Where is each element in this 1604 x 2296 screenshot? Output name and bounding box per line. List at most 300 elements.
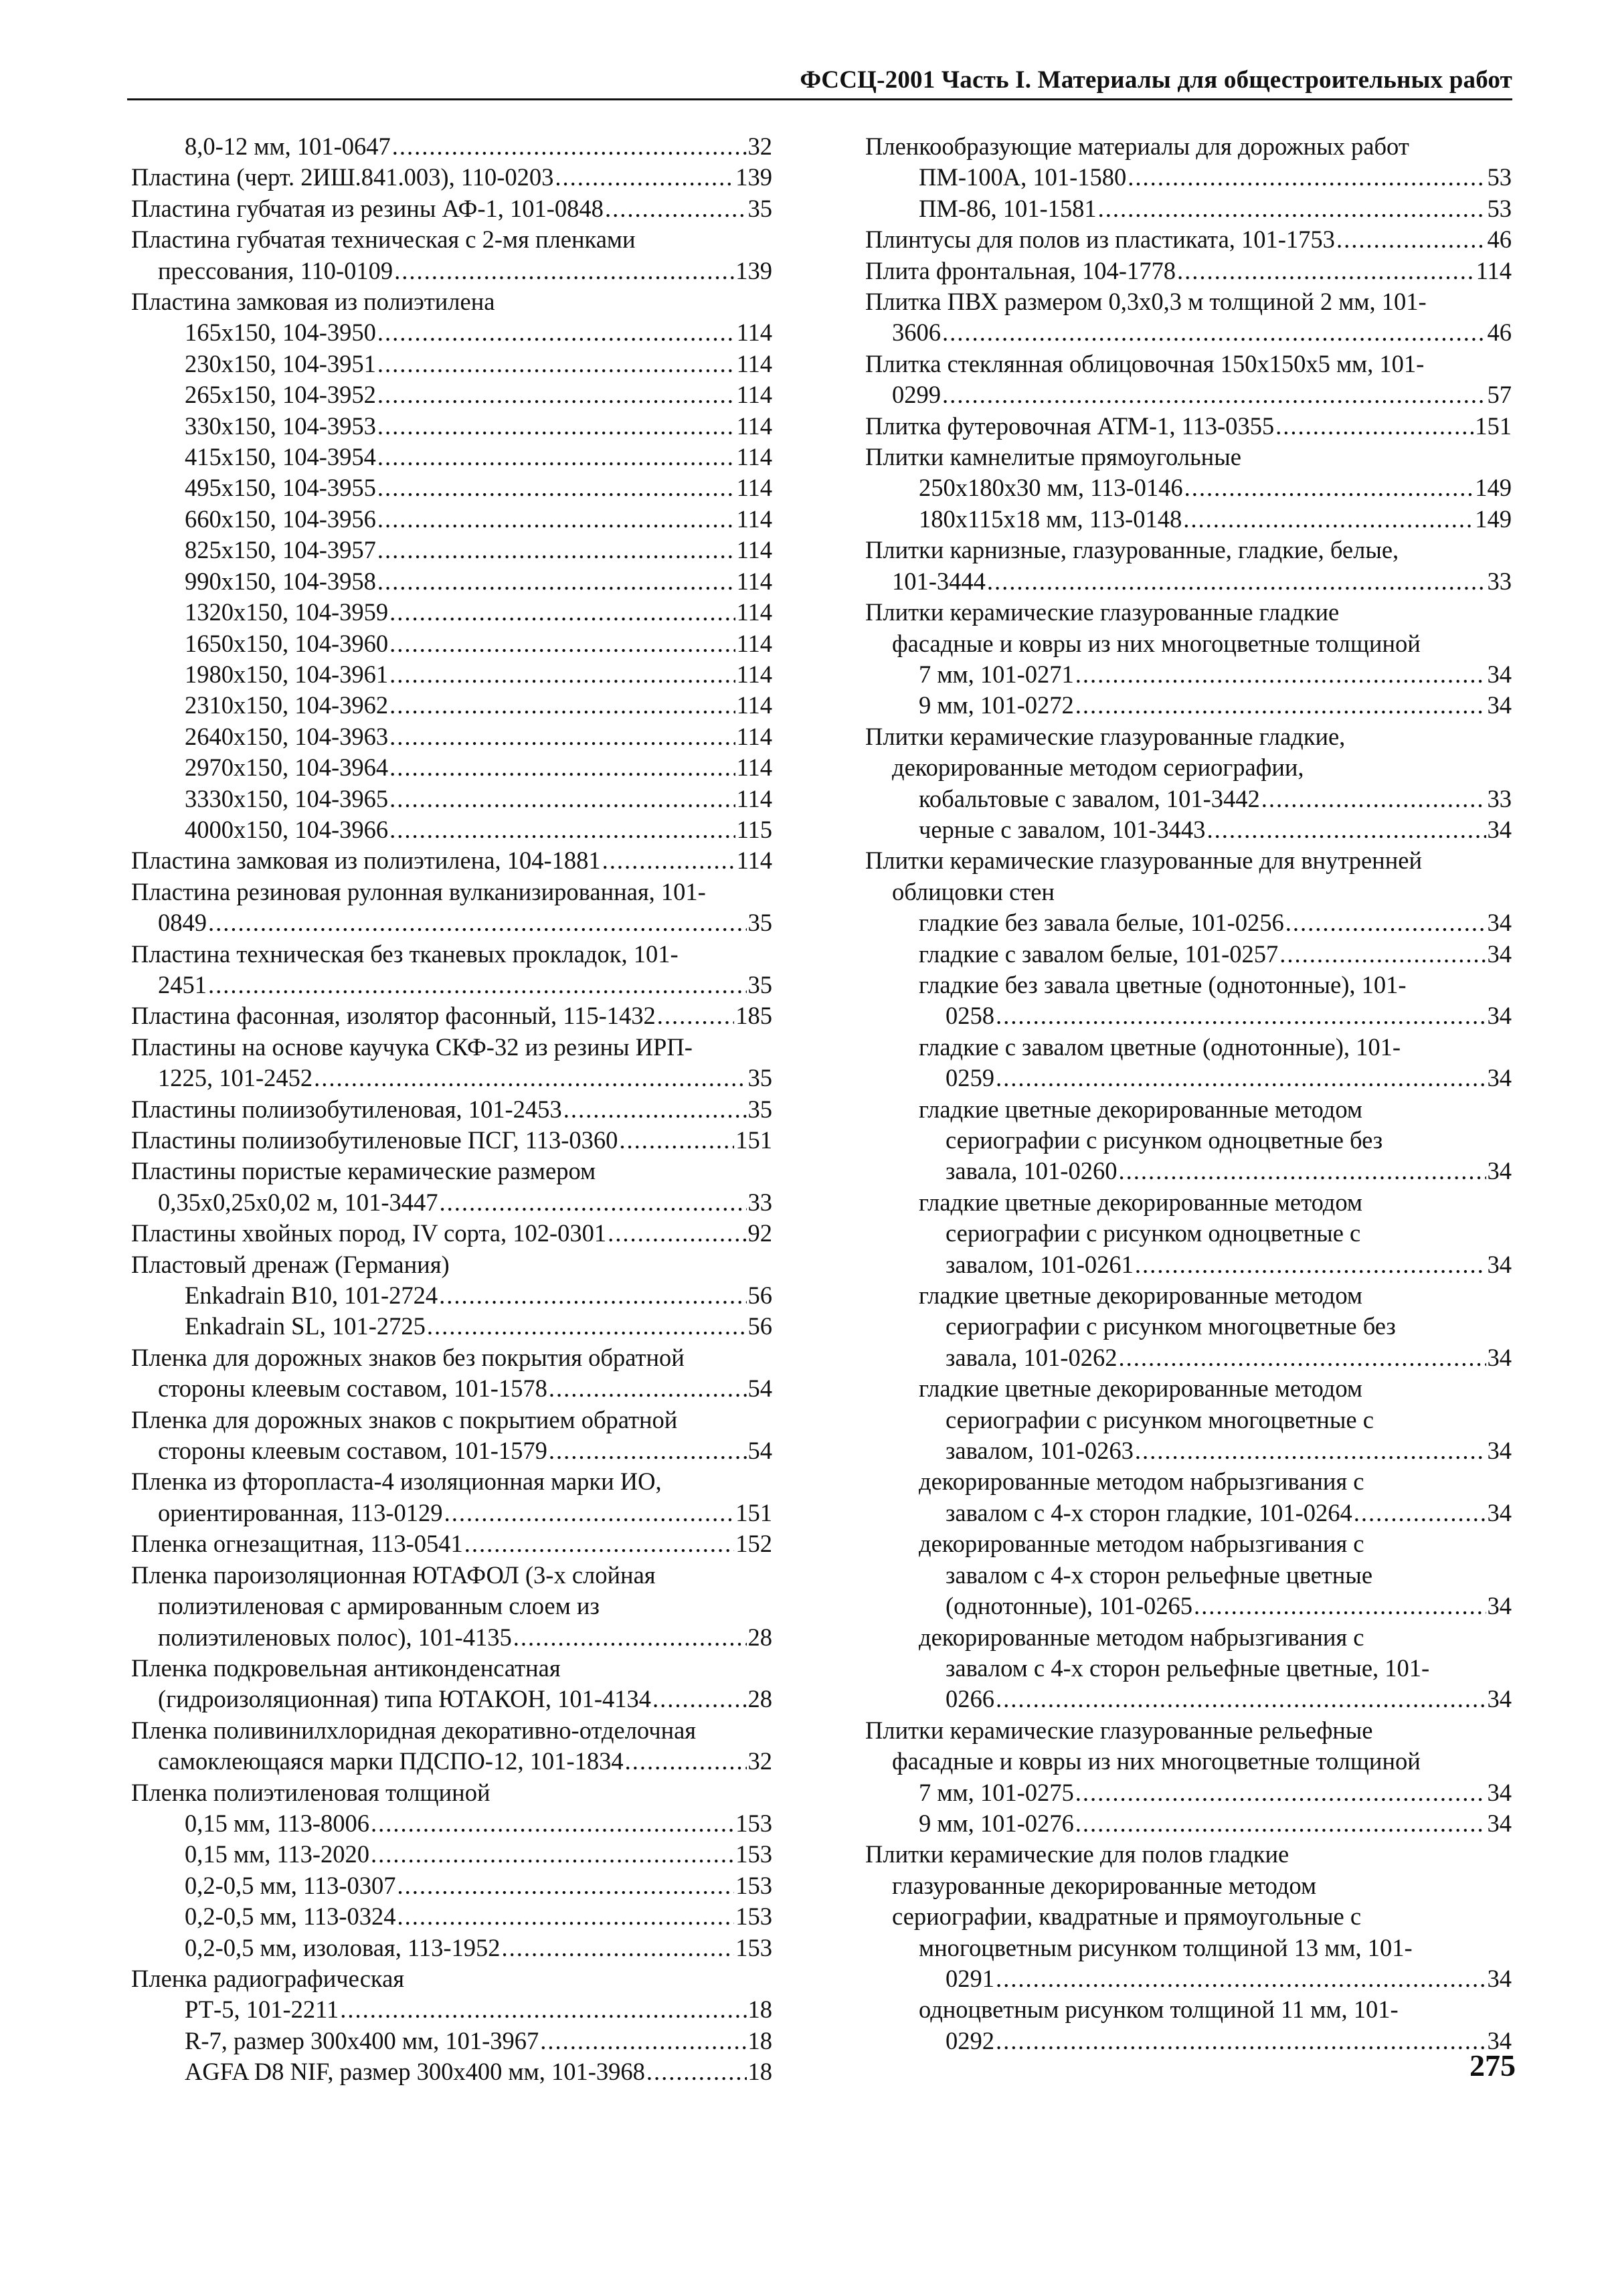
entry-heading: Плитки камнелитые прямоугольные xyxy=(865,443,1241,471)
index-entry xyxy=(131,784,772,814)
index-entry xyxy=(865,721,1512,784)
entry-text-line: Плитка ПВХ размером 0,3x0,3 м толщиной 2 мм, 101- xyxy=(865,288,1427,316)
entry-text-line: декорированные методом сериографии, xyxy=(892,754,1304,782)
entry-text-line: 180x115x18 мм, 113-0148 xyxy=(919,505,1182,533)
entry-page-ref: 54 xyxy=(747,1375,772,1403)
entry-page-ref: 18 xyxy=(747,2026,772,2054)
entry-page-ref: 114 xyxy=(736,660,772,688)
index-entry xyxy=(865,970,1512,1032)
index-entry xyxy=(131,349,772,379)
entry-text-line: Enkadrain B10, 101-2724 xyxy=(185,1282,438,1310)
index-entry xyxy=(131,2056,772,2087)
dot-leader xyxy=(1118,1156,1486,1186)
entry-text-line: Пластины на основе каучука СКФ-32 из резины ИРП- xyxy=(131,1033,693,1061)
entry-text-line: 7 мм, 101-0271 xyxy=(919,660,1074,688)
dot-leader xyxy=(389,628,735,659)
entry-page-ref: 18 xyxy=(747,1996,772,2024)
entry-page-ref: 114 xyxy=(736,691,772,719)
entry-text-line: Пленка для дорожных знаков без покрытия обратной xyxy=(131,1343,685,1371)
index-entry xyxy=(131,442,772,472)
index-entry xyxy=(865,597,1512,659)
entry-text-line: 0,15 мм, 113-2020 xyxy=(185,1840,369,1868)
entry-text-line: Пластина замковая из полиэтилена, 104-1881 xyxy=(131,847,601,875)
dot-leader xyxy=(1194,1591,1486,1621)
entry-text-line: глазурованные декорированные методом xyxy=(892,1871,1317,1899)
entry-text-line: РТ-5, 101-2211 xyxy=(185,1996,339,2024)
dot-leader xyxy=(377,349,735,379)
entry-text-line: 2640x150, 104-3963 xyxy=(185,722,389,750)
index-entry xyxy=(131,721,772,752)
dot-leader xyxy=(1207,814,1486,845)
entry-text-line: Плитки керамические глазурованные рельефные xyxy=(865,1716,1373,1744)
index-entry xyxy=(865,1622,1512,1715)
entry-page-ref: 114 xyxy=(736,349,772,377)
index-entry xyxy=(131,1933,772,1963)
entry-page-ref: 114 xyxy=(736,722,772,750)
entry-text-line: гладкие без завала белые, 101-0256 xyxy=(919,909,1284,937)
index-entry xyxy=(131,224,772,286)
entry-page-ref: 34 xyxy=(1487,1809,1512,1837)
entry-page-ref: 18 xyxy=(747,2058,772,2086)
entry-text-line: 0,15 мм, 113-8006 xyxy=(185,1809,369,1837)
entry-text-line: декорированные методом набрызгивания с xyxy=(919,1468,1364,1496)
dot-leader xyxy=(1128,162,1486,193)
index-entry xyxy=(131,1000,772,1031)
entry-heading: Пленкообразующие материалы для дорожных работ xyxy=(865,133,1409,160)
index-entry xyxy=(131,877,772,939)
index-entry xyxy=(865,1777,1512,1808)
entry-text-line: облицовки стен xyxy=(892,877,1055,905)
entry-page-ref: 34 xyxy=(1487,1250,1512,1278)
entry-page-ref: 114 xyxy=(736,754,772,782)
entry-page-ref: 34 xyxy=(1487,660,1512,688)
entry-text-line: завалом с 4-х сторон рельефные цветные, 101- xyxy=(946,1654,1430,1682)
dot-leader xyxy=(608,1218,746,1249)
entry-page-ref: 46 xyxy=(1487,319,1512,347)
entry-text-line: ПМ-86, 101-1581 xyxy=(919,194,1097,222)
entry-text-line: 7 мм, 101-0275 xyxy=(919,1778,1074,1806)
entry-text-line: Пластина губчатая техническая с 2-мя пленками xyxy=(131,226,636,254)
entry-text-line: 2310x150, 104-3962 xyxy=(185,691,389,719)
entry-text-line: гладкие цветные декорированные методом xyxy=(919,1188,1363,1216)
index-entry xyxy=(865,690,1512,721)
dot-leader xyxy=(377,411,735,442)
dot-leader xyxy=(1354,1498,1486,1528)
entry-text-line: 330x150, 104-3953 xyxy=(185,412,376,440)
entry-page-ref: 153 xyxy=(735,1840,772,1868)
index-entry xyxy=(865,1373,1512,1466)
index-entry xyxy=(131,1466,772,1528)
entry-text-line: завалом с 4-х сторон гладкие, 101-0264 xyxy=(946,1498,1352,1526)
index-entry xyxy=(131,1249,772,1280)
index-entry xyxy=(131,193,772,224)
dot-leader xyxy=(377,504,735,535)
entry-text-line: Пленка для дорожных знаков с покрытием обратной xyxy=(131,1405,678,1433)
dot-leader xyxy=(439,1280,746,1311)
entry-text-line: 0266 xyxy=(946,1685,994,1713)
entry-text-line: 9 мм, 101-0276 xyxy=(919,1809,1074,1837)
index-entry xyxy=(865,1994,1512,2056)
entry-text-line: 0299 xyxy=(892,381,941,409)
entry-text-line: (однотонные), 101-0265 xyxy=(946,1592,1193,1620)
entry-text-line: 230x150, 104-3951 xyxy=(185,349,376,377)
index-entry xyxy=(865,814,1512,845)
entry-page-ref: 33 xyxy=(1487,567,1512,595)
entry-page-ref: 34 xyxy=(1487,940,1512,968)
index-entry xyxy=(131,535,772,565)
entry-page-ref: 114 xyxy=(736,319,772,347)
entry-text-line: Плитки карнизные, глазурованные, гладкие, белые, xyxy=(865,536,1399,564)
index-entry xyxy=(131,504,772,535)
entry-text-line: Пластины пористые керамические размером xyxy=(131,1157,596,1185)
entry-page-ref: 153 xyxy=(735,1809,772,1837)
dot-leader xyxy=(549,1373,747,1404)
entry-text-line: Плитка футеровочная АТМ-1, 113-0355 xyxy=(865,412,1275,440)
entry-text-line: 0258 xyxy=(946,1002,994,1030)
index-entry xyxy=(131,690,772,721)
entry-page-ref: 153 xyxy=(735,1933,772,1961)
entry-text-line: 0,2-0,5 мм, 113-0307 xyxy=(185,1871,396,1899)
dot-leader xyxy=(389,690,735,721)
entry-text-line: 1225, 101-2452 xyxy=(158,1064,313,1092)
dot-leader xyxy=(646,2056,747,2087)
index-entry xyxy=(865,535,1512,597)
dot-leader xyxy=(1135,1435,1486,1466)
entry-page-ref: 114 xyxy=(736,536,772,564)
entry-page-ref: 151 xyxy=(735,1498,772,1526)
entry-text-line: 165x150, 104-3950 xyxy=(185,319,376,347)
dot-leader xyxy=(208,907,747,938)
entry-text-line: Пластина фасонная, изолятор фасонный, 115-1432 xyxy=(131,1002,656,1030)
index-entry xyxy=(131,1094,772,1125)
index-entry xyxy=(131,597,772,628)
index-entry xyxy=(131,1994,772,2025)
dot-leader xyxy=(464,1528,735,1559)
dot-leader xyxy=(987,566,1486,597)
entry-text-line: Пленка пароизоляционная ЮТАФОЛ (3-х слойная xyxy=(131,1561,656,1589)
entry-page-ref: 53 xyxy=(1487,163,1512,191)
entry-text-line: черные с завалом, 101-3443 xyxy=(919,815,1206,843)
dot-leader xyxy=(440,1187,747,1218)
entry-page-ref: 114 xyxy=(736,474,772,502)
entry-text-line: 265x150, 104-3952 xyxy=(185,381,376,409)
dot-leader xyxy=(377,379,735,410)
entry-page-ref: 114 xyxy=(736,381,772,409)
index-entry xyxy=(865,349,1512,411)
entry-page-ref: 33 xyxy=(1487,784,1512,812)
entry-heading: Пластовый дренаж (Германия) xyxy=(131,1250,450,1278)
entry-text-line: Плитки керамические глазурованные для внутренней xyxy=(865,847,1422,875)
entry-text-line: 415x150, 104-3954 xyxy=(185,443,376,471)
index-entry xyxy=(131,1963,772,1994)
dot-leader xyxy=(1275,411,1474,442)
dot-leader xyxy=(1075,1777,1486,1808)
dot-leader xyxy=(392,131,747,162)
entry-page-ref: 34 xyxy=(1487,1157,1512,1185)
entry-page-ref: 35 xyxy=(747,970,772,998)
index-entry xyxy=(865,131,1512,162)
entry-text-line: 2451 xyxy=(158,970,207,998)
dot-leader xyxy=(652,1684,747,1714)
entry-text-line: 1650x150, 104-3960 xyxy=(185,629,389,657)
index-entry xyxy=(131,472,772,503)
dot-leader xyxy=(377,442,735,472)
entry-text-line: Плинтусы для полов из пластиката, 101-1753 xyxy=(865,226,1335,254)
entry-text-line: гладкие цветные декорированные методом xyxy=(919,1095,1363,1123)
index-entry xyxy=(131,1560,772,1653)
index-entry xyxy=(131,628,772,659)
index-entry xyxy=(131,1342,772,1405)
dot-leader xyxy=(540,2026,746,2056)
entry-text-line: Плитка стеклянная облицовочная 150x150x5 мм, 101- xyxy=(865,349,1425,377)
entry-text-line: 0,2-0,5 мм, изоловая, 113-1952 xyxy=(185,1933,501,1961)
index-entry xyxy=(865,1528,1512,1621)
index-entry xyxy=(131,2026,772,2056)
entry-page-ref: 56 xyxy=(747,1282,772,1310)
entry-page-ref: 115 xyxy=(736,815,772,843)
index-entry xyxy=(131,1311,772,1342)
dot-leader xyxy=(397,1901,735,1932)
entry-text-line: сериографии с рисунком многоцветные без xyxy=(946,1312,1396,1340)
entry-text-line: фасадные и ковры из них многоцветные толщиной xyxy=(892,629,1421,657)
dot-leader xyxy=(1336,224,1486,255)
index-entry xyxy=(131,566,772,597)
entry-text-line: 660x150, 104-3956 xyxy=(185,505,376,533)
entry-text-line: Плитки керамические глазурованные гладкие xyxy=(865,598,1340,626)
index-entry xyxy=(131,1032,772,1094)
dot-leader xyxy=(208,970,747,1000)
entry-text-line: 0292 xyxy=(946,2026,994,2054)
entry-page-ref: 35 xyxy=(747,909,772,937)
index-entry xyxy=(865,1032,1512,1094)
entry-page-ref: 114 xyxy=(736,505,772,533)
entry-text-line: 0,35x0,25x0,02 м, 101-3447 xyxy=(158,1188,438,1216)
entry-page-ref: 46 xyxy=(1487,226,1512,254)
entry-text-line: завалом, 101-0263 xyxy=(946,1437,1134,1465)
dot-leader xyxy=(389,721,735,752)
dot-leader xyxy=(1183,504,1474,535)
entry-text-line: завалом, 101-0261 xyxy=(946,1250,1134,1278)
entry-page-ref: 35 xyxy=(747,1064,772,1092)
index-entry xyxy=(865,1094,1512,1187)
index-entry xyxy=(865,286,1512,349)
entry-page-ref: 53 xyxy=(1487,194,1512,222)
entry-page-ref: 34 xyxy=(1487,1685,1512,1713)
entry-text-line: Пластина резиновая рулонная вулканизированная, 101- xyxy=(131,877,706,905)
entry-text-line: гладкие с завалом белые, 101-0257 xyxy=(919,940,1279,968)
dot-leader xyxy=(389,597,735,628)
entry-text-line: 0259 xyxy=(946,1064,994,1092)
entry-page-ref: 151 xyxy=(1475,412,1512,440)
index-column-right xyxy=(865,131,1512,2056)
entry-page-ref: 34 xyxy=(1487,1437,1512,1465)
entry-text-line: 101-3444 xyxy=(892,567,986,595)
dot-leader xyxy=(314,1063,746,1093)
dot-leader xyxy=(1075,659,1486,690)
entry-text-line: гладкие с завалом цветные (однотонные), 101- xyxy=(919,1033,1401,1061)
index-entry xyxy=(131,162,772,193)
dot-leader xyxy=(1135,1249,1486,1280)
index-entry xyxy=(131,1156,772,1218)
entry-text-line: Пластины хвойных пород, IV сорта, 102-0301 xyxy=(131,1219,607,1247)
entry-text-line: Пленка поливинилхлоридная декоративно-отделочная xyxy=(131,1716,697,1744)
index-entry xyxy=(865,162,1512,193)
index-entry xyxy=(131,659,772,690)
index-entry xyxy=(131,1839,772,1870)
entry-page-ref: 34 xyxy=(1487,1964,1512,1992)
entry-page-ref: 151 xyxy=(735,1126,772,1154)
dot-leader xyxy=(1075,1808,1486,1839)
entry-text-line: Пластина губчатая из резины АФ-1, 101-0848 xyxy=(131,194,604,222)
index-entry xyxy=(131,1280,772,1311)
index-entry xyxy=(865,256,1512,286)
entry-page-ref: 114 xyxy=(736,784,772,812)
index-entry xyxy=(865,472,1512,503)
entry-page-ref: 114 xyxy=(736,443,772,471)
entry-text-line: Плитки керамические глазурованные гладкие, xyxy=(865,722,1346,750)
dot-leader xyxy=(996,2026,1486,2056)
entry-text-line: сериографии, квадратные и прямоугольные с xyxy=(892,1903,1362,1931)
entry-page-ref: 149 xyxy=(1475,505,1512,533)
dot-leader xyxy=(389,784,735,814)
entry-text-line: гладкие без завала цветные (однотонные), 101- xyxy=(919,970,1407,998)
entry-page-ref: 28 xyxy=(747,1623,772,1651)
entry-page-ref: 114 xyxy=(736,567,772,595)
dot-leader xyxy=(1285,907,1486,938)
dot-leader xyxy=(377,472,735,503)
dot-leader xyxy=(996,1963,1486,1994)
dot-leader xyxy=(427,1311,747,1342)
entry-text-line: Пластина техническая без тканевых прокладок, 101- xyxy=(131,940,679,968)
entry-page-ref: 92 xyxy=(747,1219,772,1247)
index-entry xyxy=(865,907,1512,938)
entry-text-line: 3606 xyxy=(892,319,941,347)
entry-page-ref: 54 xyxy=(747,1437,772,1465)
index-entry xyxy=(131,845,772,876)
dot-leader xyxy=(942,379,1486,410)
dot-leader xyxy=(996,1063,1486,1093)
index-entry xyxy=(865,504,1512,535)
entry-page-ref: 153 xyxy=(735,1903,772,1931)
index-entry xyxy=(865,224,1512,255)
index-entry xyxy=(131,317,772,348)
entry-text-line: полиэтиленовых полос), 101-4135 xyxy=(158,1623,512,1651)
entry-text-line: 1980x150, 104-3961 xyxy=(185,660,389,688)
entry-page-ref: 28 xyxy=(747,1685,772,1713)
index-entry xyxy=(131,1218,772,1249)
dot-leader xyxy=(389,752,735,783)
index-entry xyxy=(131,286,772,317)
index-entry xyxy=(865,659,1512,690)
entry-text-line: 825x150, 104-3957 xyxy=(185,536,376,564)
dot-leader xyxy=(549,1435,747,1466)
index-entry xyxy=(131,1808,772,1839)
entry-text-line: завала, 101-0262 xyxy=(946,1343,1118,1371)
entry-text-line: стороны клеевым составом, 101-1579 xyxy=(158,1437,547,1465)
index-entry xyxy=(131,1125,772,1156)
entry-text-line: 2970x150, 104-3964 xyxy=(185,754,389,782)
index-entry xyxy=(131,131,772,162)
entry-page-ref: 34 xyxy=(1487,1064,1512,1092)
entry-text-line: 250x180x30 мм, 113-0146 xyxy=(919,474,1183,502)
entry-page-ref: 34 xyxy=(1487,1592,1512,1620)
entry-page-ref: 35 xyxy=(747,194,772,222)
entry-heading: Пленка полиэтиленовая толщиной xyxy=(131,1778,491,1806)
entry-page-ref: 114 xyxy=(736,629,772,657)
entry-text-line: AGFA D8 NIF, размер 300x400 мм, 101-3968 xyxy=(185,2058,645,2086)
entry-page-ref: 114 xyxy=(736,412,772,440)
entry-text-line: самоклеющаяся марки ПДСПО-12, 101-1834 xyxy=(158,1747,624,1775)
entry-text-line: Enkadrain SL, 101-2725 xyxy=(185,1312,426,1340)
dot-leader xyxy=(605,193,747,224)
entry-heading: Пленка радиографическая xyxy=(131,1964,405,1992)
index-entry xyxy=(131,814,772,845)
index-entry xyxy=(131,752,772,783)
dot-leader xyxy=(555,162,734,193)
dot-leader xyxy=(602,845,735,876)
entry-page-ref: 34 xyxy=(1487,1778,1512,1806)
index-entry xyxy=(865,939,1512,970)
entry-text-line: 9 мм, 101-0272 xyxy=(919,691,1074,719)
entry-page-ref: 34 xyxy=(1487,815,1512,843)
entry-text-line: Пластины полиизобутиленовые ПСГ, 113-0360 xyxy=(131,1126,618,1154)
entry-page-ref: 153 xyxy=(735,1871,772,1899)
entry-page-ref: 185 xyxy=(735,1002,772,1030)
index-entry xyxy=(131,939,772,1001)
entry-text-line: гладкие цветные декорированные методом xyxy=(919,1282,1363,1310)
dot-leader xyxy=(389,659,735,690)
dot-leader xyxy=(996,1000,1486,1031)
dot-leader xyxy=(377,535,735,565)
dot-leader xyxy=(619,1125,734,1156)
entry-text-line: (гидроизоляционная) типа ЮТАКОН, 101-4134 xyxy=(158,1685,651,1713)
entry-text-line: ориентированная, 113-0129 xyxy=(158,1498,443,1526)
dot-leader xyxy=(1118,1342,1486,1373)
dot-leader xyxy=(1075,690,1486,721)
entry-text-line: Пленка подкровельная антиконденсатная xyxy=(131,1654,561,1682)
entry-heading: Пластина замковая из полиэтилена xyxy=(131,288,495,316)
index-entry xyxy=(131,1528,772,1559)
index-entry xyxy=(865,1715,1512,1777)
entry-text-line: 8,0-12 мм, 101-0647 xyxy=(185,133,391,160)
entry-page-ref: 35 xyxy=(747,1095,772,1123)
dot-leader xyxy=(942,317,1486,348)
index-entry xyxy=(131,379,772,410)
entry-text-line: 0,2-0,5 мм, 113-0324 xyxy=(185,1903,396,1931)
entry-text-line: R-7, размер 300x400 мм, 101-3967 xyxy=(185,2026,539,2054)
index-entry xyxy=(131,1405,772,1467)
entry-text-line: 0291 xyxy=(946,1964,994,1992)
index-entry xyxy=(865,845,1512,907)
entry-text-line: 4000x150, 104-3966 xyxy=(185,815,389,843)
index-entry xyxy=(131,411,772,442)
entry-text-line: одноцветным рисунком толщиной 11 мм, 101- xyxy=(919,1996,1399,2024)
index-entry xyxy=(865,1280,1512,1373)
index-entry xyxy=(865,1839,1512,1932)
dot-leader xyxy=(1098,193,1486,224)
entry-text-line: фасадные и ковры из них многоцветные толщиной xyxy=(892,1747,1421,1775)
dot-leader xyxy=(377,317,735,348)
index-entry xyxy=(131,1870,772,1901)
index-entry xyxy=(865,1466,1512,1528)
entry-page-ref: 34 xyxy=(1487,1498,1512,1526)
dot-leader xyxy=(389,814,735,845)
entry-text-line: сериографии с рисунком многоцветные с xyxy=(946,1405,1374,1433)
index-column-left xyxy=(131,131,772,2088)
index-entry xyxy=(131,1777,772,1808)
entry-page-ref: 114 xyxy=(736,598,772,626)
entry-text-line: многоцветным рисунком толщиной 13 мм, 101- xyxy=(919,1933,1413,1961)
